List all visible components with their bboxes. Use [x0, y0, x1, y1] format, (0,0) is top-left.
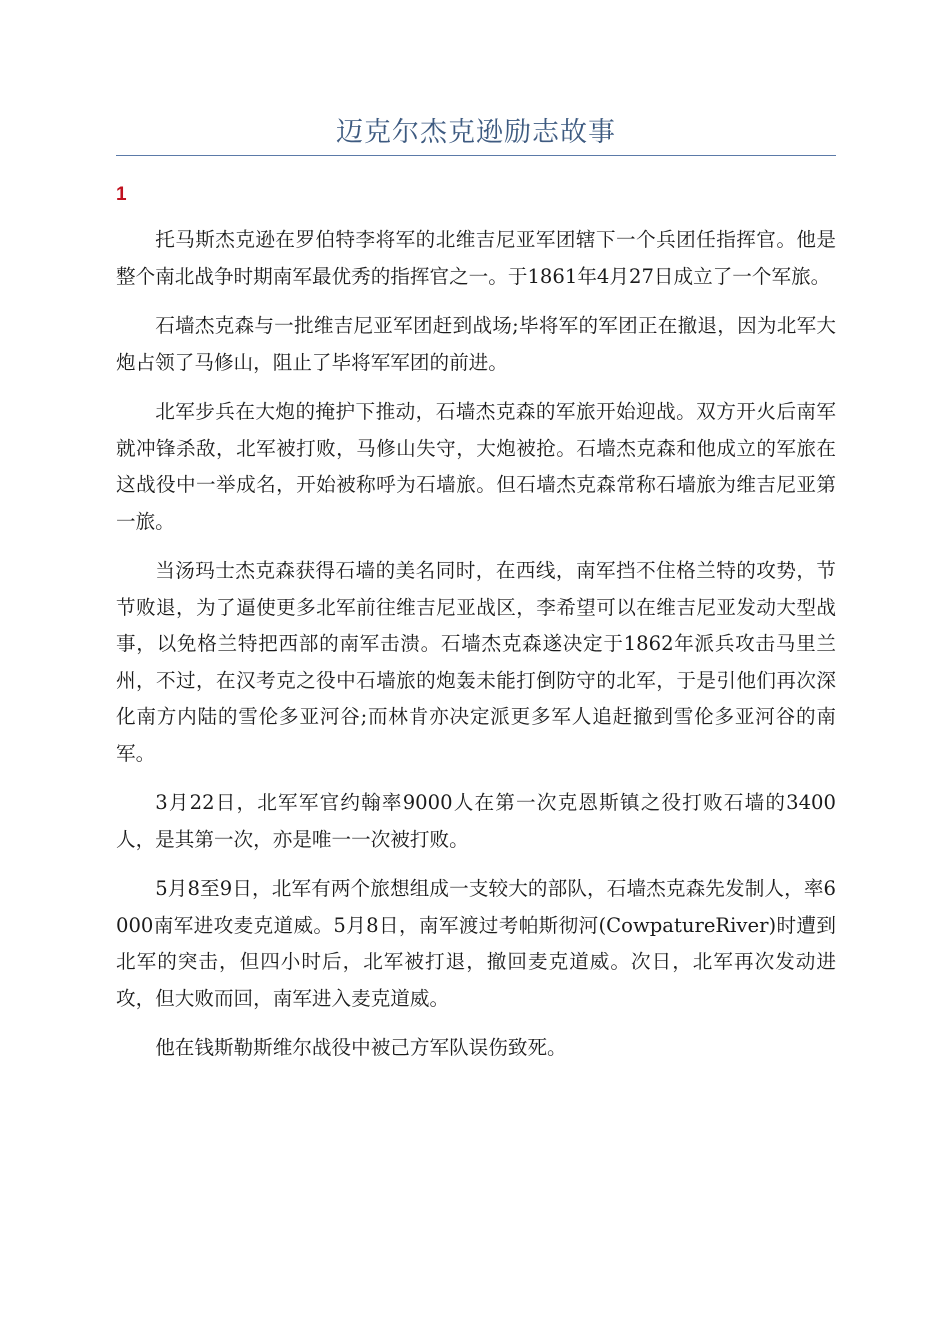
paragraph: 石墙杰克森与一批维吉尼亚军团赶到战场;毕将军的军团正在撤退，因为北军大炮占领了马修山，阻止了毕将军军团的前进。 [116, 314, 836, 374]
paragraph: 他在钱斯勒斯维尔战役中被己方军队误伤致死。 [155, 1036, 567, 1059]
section-number: 1 [116, 184, 127, 205]
document-title: 迈克尔杰克逊励志故事 [336, 117, 616, 148]
paragraph: 3月22日，北军军官约翰率9000人在第一次克恩斯镇之役打败石墙的3400人，是其第一次，亦是唯一一次被打败。 [116, 791, 836, 851]
title-underline [116, 155, 836, 156]
paragraph: 托马斯杰克逊在罗伯特李将军的北维吉尼亚军团辖下一个兵团任指挥官。他是整个南北战争时期南军最优秀的指挥官之一。于1861年4月27日成立了一个军旅。 [116, 228, 836, 288]
paragraph: 5月8至9日，北军有两个旅想组成一支较大的部队，石墙杰克森先发制人，率6000南军进攻麦克道威。5月8日，南军渡过考帕斯彻河(CowpatureRiver)时遭到北军的突击，但四小时后，北军被打退，撤回麦克道威。次日，北军再次发动进攻，但大败而回，南军进入麦克道威。 [116, 877, 836, 1010]
document-body [116, 222, 836, 1080]
paragraph: 当汤玛士杰克森获得石墙的美名同时，在西线，南军挡不住格兰特的攻势，节节败退，为了逼使更多北军前往维吉尼亚战区，李希望可以在维吉尼亚发动大型战事，以免格兰特把西部的南军击溃。石墙杰克森遂决定于1862年派兵攻击马里兰州，不过，在汉考克之役中石墙旅的炮轰未能打倒防守的北军，于是引他们再次深化南方内陆的雪伦多亚河谷;而林肯亦决定派更多军人追赶撤到雪伦多亚河谷的南军。 [116, 559, 836, 765]
paragraph: 北军步兵在大炮的掩护下推动，石墙杰克森的军旅开始迎战。双方开火后南军就冲锋杀敌，北军被打败，马修山失守，大炮被抢。石墙杰克森和他成立的军旅在这战役中一举成名，开始被称呼为石墙旅。但石墙杰克森常称石墙旅为维吉尼亚第一旅。 [116, 400, 836, 533]
